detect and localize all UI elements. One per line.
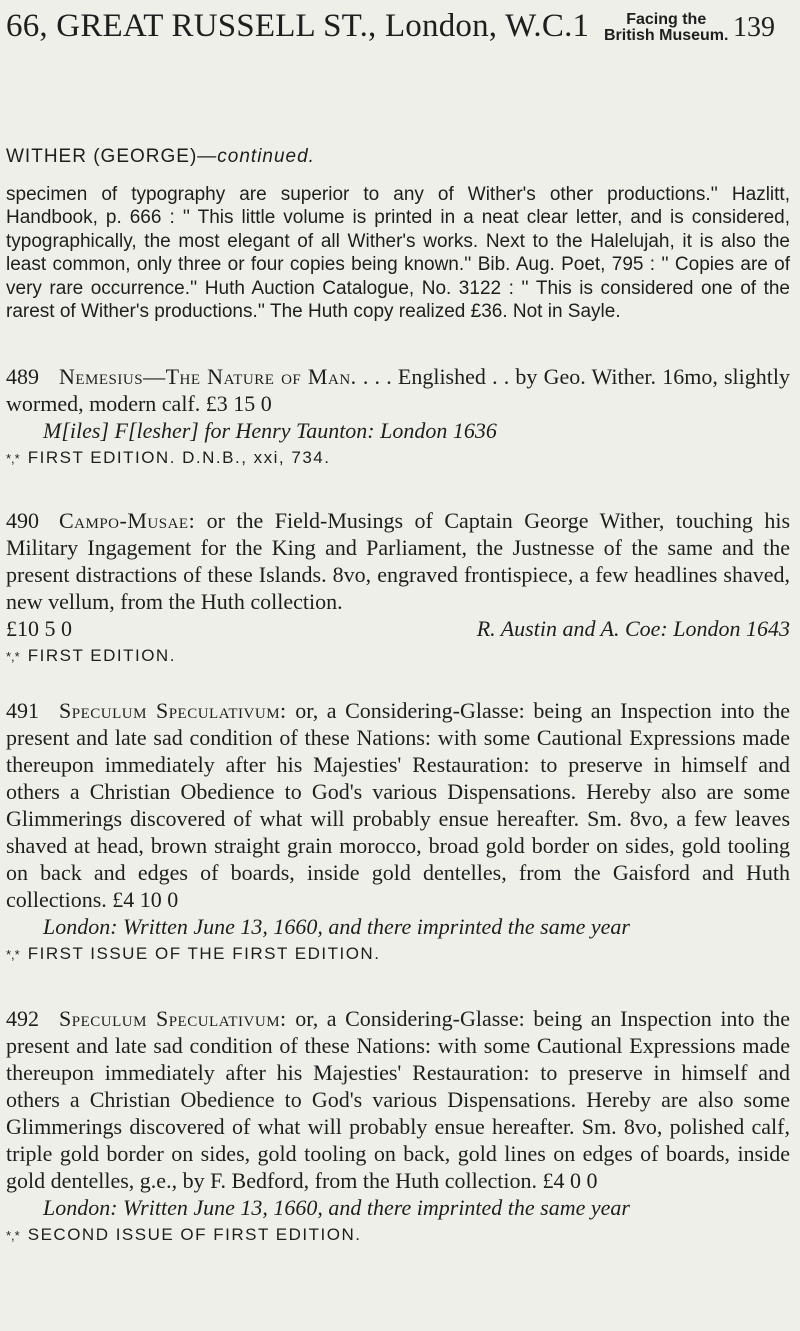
entry-imprint: R. Austin and A. Coe: London 1643 — [476, 616, 790, 641]
entry-number: 491 — [6, 698, 39, 723]
publisher-address: 66, GREAT RUSSELL ST., London, W.C.1 — [6, 8, 590, 44]
catalogue-entry-491 — [6, 697, 790, 968]
entry-details: or the Field-Musings of Captain George Wither, touching his Military Ingagement for the King and Parliament, the Justnesse of the same and the present distractions of these Islands. 8vo, engraved frontispiece, a few headlines shaved, new vellum, from the Huth collection. — [6, 508, 791, 614]
entry-title: Nemesius—The Nature of Man. — [59, 364, 357, 389]
author-name: WITHER (GEORGE) — [6, 146, 198, 167]
entry-details: or, a Considering-Glasse: being an Inspection into the present and late sad condition of these Nations: with some Cautional Expressions made thereupon immediately after his Majesties' Restauration: to preserve in himself and others a Christian Obedience to God's various Dispensations. Hereby are also some Glimmerings discovered of what will probably ensue hereafter. Sm. 8vo, polished calf, triple gold border on sides, gold tooling on back, gold lines on edges of boards, inside gold dentelles, g.e., by F. Bedford, from the Huth collection. £4 0 0 — [6, 1006, 790, 1193]
entry-details: or, a Considering-Glasse: being an Inspection into the present and late sad condition of these Nations: with some Cautional Expressions made thereupon immediately after his Majesties' Restauration: to preserve in himself and others a Christian Obedience to God's various Dispensations. Hereby also are some Glimmerings discovered of what will probably ensue hereafter. Sm. 8vo, a few leaves shaved at head, brown straight grain morocco, broad gold border on sides, gold tooling on back and edges of boards, inside gold dentelles, from the Gaisford and Huth collections. £4 10 0 — [6, 698, 790, 912]
continuation-text: specimen of typography are superior to any of Wither's other productions.'' Hazlitt, Handbook, p. 666 : '' This little volume is printed in a neat clear letter, and is considered, typographically, the most elegant of all Wither's works. Next to the Halelujah, it is also the least common, only three or four copies being known.'' Bib. Aug. Poet, 795 : '' Copies are of very rare occurrence.'' Huth Auction Catalogue, No. 3122 : '' This is considered one of the rarest of Wither's productions.'' The Huth copy realized £36. Not in Sayle. — [6, 183, 790, 322]
entry-description — [6, 507, 790, 615]
entry-price-imprint — [6, 615, 790, 642]
entry-title: Campo-Musae: — [59, 508, 196, 533]
entry-details: . . . Englished . . by Geo. Wither. 16mo, slightly wormed, modern calf. £3 15 0 — [6, 364, 791, 416]
continuation-heading — [6, 145, 790, 169]
entry-edition: *,* FIRST EDITION. — [6, 646, 176, 665]
entry-number: 492 — [6, 1006, 39, 1031]
continued-label: —continued. — [197, 146, 315, 167]
facing-note — [604, 12, 728, 44]
entry-description — [6, 363, 790, 417]
continuation-block — [6, 145, 790, 324]
entry-title: Speculum Speculativum: — [59, 1006, 287, 1031]
entry-number: 489 — [6, 364, 39, 389]
asterism-icon: *,* — [6, 451, 20, 466]
entry-description — [6, 1005, 790, 1194]
entry-title: Speculum Speculativum: — [59, 698, 287, 723]
asterism-icon: *,* — [6, 1228, 20, 1243]
page-header — [6, 8, 790, 56]
catalogue-entry-489 — [6, 363, 790, 472]
asterism-icon: *,* — [6, 947, 20, 962]
entry-edition: *,* SECOND ISSUE OF FIRST EDITION. — [6, 1225, 362, 1244]
entry-number: 490 — [6, 508, 39, 533]
entry-imprint: M[iles] F[lesher] for Henry Taunton: London 1636 — [43, 418, 497, 443]
entry-edition: *,* FIRST ISSUE OF THE FIRST EDITION. — [6, 944, 381, 963]
entry-imprint: London: Written June 13, 1660, and there imprinted the same year — [43, 914, 630, 939]
entry-edition: *,* FIRST EDITION. D.N.B., xxi, 734. — [6, 448, 331, 467]
entry-price: £10 5 0 — [6, 616, 72, 641]
catalogue-entry-492 — [6, 1005, 790, 1249]
entry-imprint: London: Written June 13, 1660, and there imprinted the same year — [43, 1195, 630, 1220]
entry-description — [6, 697, 790, 913]
catalogue-entry-490 — [6, 507, 790, 670]
asterism-icon: *,* — [6, 649, 20, 664]
page-number: 139 — [733, 12, 775, 43]
facing-note-line2: British Museum. — [604, 27, 729, 44]
facing-note-line1: Facing the — [626, 11, 707, 28]
